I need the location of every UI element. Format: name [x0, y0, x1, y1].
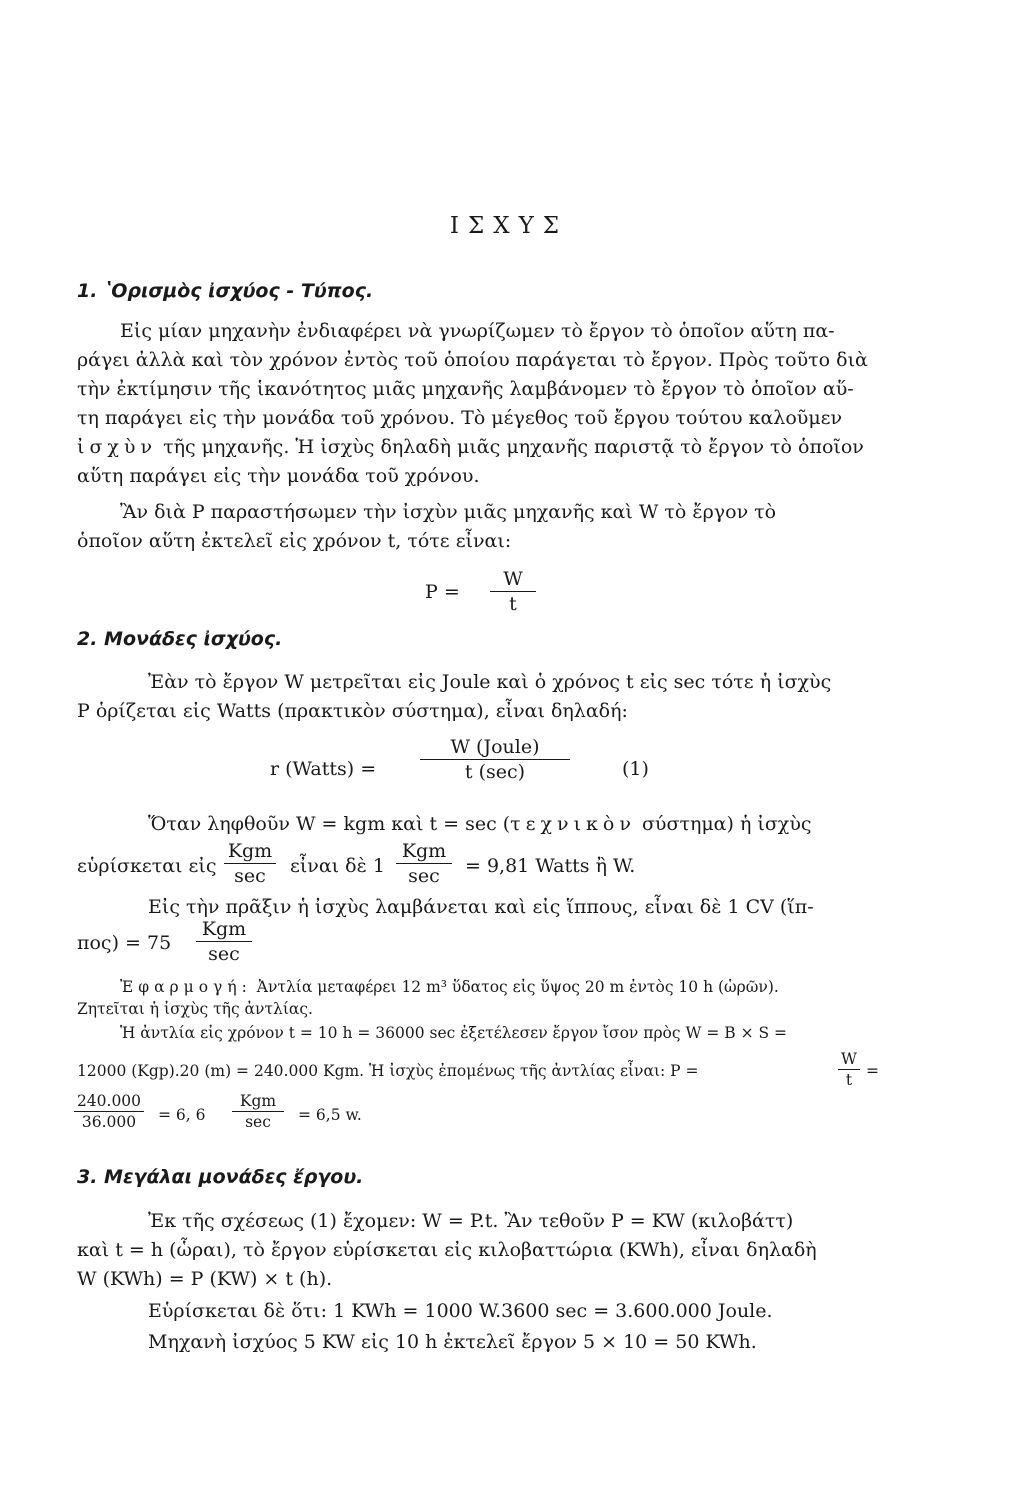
paragraph-line: καὶ t = h (ὧραι), τὸ ἔργον εὑρίσκεται εἰς κιλοβαττώρια (KWh), εἶναι δηλαδὴ — [77, 1239, 817, 1261]
solution-text: = 6,5 w. — [298, 1106, 362, 1124]
solution-text: = 6, 6 — [158, 1106, 206, 1124]
spaced-term: τεχνικὸν — [510, 813, 636, 835]
paragraph-text: Ὅταν ληφθοῦν W = kgm καὶ t = sec ( — [148, 813, 511, 835]
fraction-bar — [838, 1069, 860, 1070]
kgm-sec-fraction — [396, 840, 452, 887]
fraction-denominator: 36.000 — [81, 1113, 137, 1131]
section-1-heading: 1. ʽΟρισμὸς ἰσχύος - Τύπος. — [77, 280, 374, 302]
fraction-denominator: sec — [245, 1113, 271, 1131]
paragraph-line: Ἐὰν τὸ ἔργον W μετρεῖται εἰς Joule καὶ ὁ χρόνος t εἰς sec τότε ἡ ἰσχὺς — [148, 671, 832, 693]
solution-text: = — [866, 1062, 879, 1080]
fraction-bar — [196, 941, 252, 942]
paragraph-text: τῆς μηχανῆς. Ἡ ἰσχὺς δηλαδὴ μιᾶς μηχανῆς παριστᾷ τὸ ἔργον τὸ ὁποῖον — [163, 436, 864, 458]
fraction-bar — [420, 759, 570, 760]
section-3-heading: 3. Μεγάλαι μονάδες ἔργου. — [77, 1166, 364, 1188]
paragraph-text: = 9,81 Watts ἢ W. — [465, 855, 636, 877]
numeric-fraction — [74, 1092, 144, 1131]
fraction-numerator: W — [503, 568, 523, 590]
paragraph-line: Ἐκ τῆς σχέσεως (1) ἔχομεν: W = P.t. Ἂν τεθοῦν P = KW (κιλοβάττ) — [148, 1210, 794, 1232]
paragraph-line: τὴν ἐκτίμησιν τῆς ἱκανότητος μιᾶς μηχανῆς λαμβάνομεν τὸ ἔργον τὸ ὁποῖον αὕ- — [77, 378, 854, 400]
kgm-sec-fraction — [196, 918, 252, 965]
fraction-denominator: t (sec) — [464, 761, 526, 783]
application-line: Ζητεῖται ἡ ἰσχὺς τῆς ἀντλίας. — [77, 1000, 313, 1018]
application-label: Ἐφαρμογή: — [120, 978, 252, 996]
kgm-sec-fraction — [224, 840, 276, 887]
fraction-numerator: Kgm — [401, 840, 447, 862]
paragraph-text: σύστημα) ἡ ἰσχὺς — [641, 813, 812, 835]
fraction-bar — [232, 1111, 284, 1112]
fraction-denominator: t — [509, 593, 517, 615]
fraction-numerator: W (Joule) — [450, 736, 540, 758]
paragraph-line: W (KWh) = P (KW) × t (h). — [77, 1268, 333, 1290]
application-text: Ἀντλία μεταφέρει 12 m³ ὕδατος εἰς ὕψος 20 m ἐντὸς 10 h (ὡρῶν). — [256, 978, 779, 996]
paragraph-line: Ἂν διὰ P παραστήσωμεν τὴν ἰσχὺν μιᾶς μηχανῆς καὶ W τὸ ἔργον τὸ — [120, 501, 777, 523]
paragraph-line — [77, 436, 864, 458]
fraction-numerator: Kgm — [201, 918, 247, 940]
kgm-sec-fraction — [232, 1092, 284, 1131]
spaced-term: ἰσχὺν — [77, 436, 158, 458]
paragraph-line — [148, 813, 812, 835]
paragraph-line: τη παράγει εἰς τὴν μονάδα τοῦ χρόνου. Τὸ μέγεθος τοῦ ἔργου τούτου καλοῦμεν — [77, 407, 843, 429]
paragraph-line: Μηχανὴ ἰσχύος 5 KW εἰς 10 h ἐκτελεῖ ἔργον 5 × 10 = 50 KWh. — [148, 1331, 757, 1353]
formula-lhs: P = — [425, 581, 460, 603]
fraction-denominator: t — [845, 1071, 853, 1089]
fraction-bar — [74, 1111, 144, 1112]
paragraph-text: πος) = 75 — [77, 932, 172, 954]
formula-fraction — [490, 568, 536, 615]
equation-1-lhs: r (Watts) = — [270, 758, 377, 780]
solution-line: Ἡ ἀντλία εἰς χρόνον t = 10 h = 36000 sec ἐξετέλεσεν ἔργον ἴσον πρὸς W = B × S = — [120, 1024, 788, 1042]
paragraph-line: Εἰς τὴν πρᾶξιν ἡ ἰσχὺς λαμβάνεται καὶ εἰς ἵππους, εἶναι δὲ 1 CV (ἵπ- — [148, 896, 814, 918]
section-2-heading: 2. Μονάδες ἰσχύος. — [77, 628, 283, 650]
fraction-denominator: sec — [208, 943, 240, 965]
paragraph-line: ὁποῖον αὕτη ἐκτελεῖ εἰς χρόνον t, τότε εἶναι: — [77, 530, 512, 552]
fraction-numerator: 240.000 — [76, 1092, 142, 1110]
page-title: ΙΣΧΥΣ — [449, 213, 569, 239]
fraction-bar — [490, 591, 536, 592]
fraction-denominator: sec — [234, 865, 266, 887]
paragraph-line: Εἰς μίαν μηχανὴν ἐνδιαφέρει νὰ γνωρίζωμεν τὸ ἔργον τὸ ὁποῖον αὕτη πα- — [120, 320, 835, 342]
paragraph-line: αὕτη παράγει εἰς τὴν μονάδα τοῦ χρόνου. — [77, 465, 480, 487]
w-over-t-fraction — [838, 1050, 860, 1089]
application-line — [120, 978, 779, 996]
paragraph-line: Εὑρίσκεται δὲ ὅτι: 1 KWh = 1000 W.3600 sec = 3.600.000 Joule. — [148, 1300, 773, 1322]
solution-line: 12000 (Kgp).20 (m) = 240.000 Kgm. Ἡ ἰσχὺς ἐπομένως τῆς ἀντλίας εἶναι: P = — [77, 1062, 699, 1080]
equation-1-fraction — [420, 736, 570, 783]
paragraph-line: P ὁρίζεται εἰς Watts (πρακτικὸν σύστημα), εἶναι δηλαδή: — [77, 700, 628, 722]
fraction-numerator: Kgm — [239, 1092, 277, 1110]
paragraph-text: εἶναι δὲ 1 — [290, 855, 385, 877]
fraction-numerator: Kgm — [227, 840, 273, 862]
fraction-denominator: sec — [408, 865, 440, 887]
paragraph-text: εὑρίσκεται εἰς — [77, 855, 217, 877]
paragraph-line: ράγει ἀλλὰ καὶ τὸν χρόνον ἐντὸς τοῦ ὁποίου παράγεται τὸ ἔργον. Πρὸς τοῦτο διὰ — [77, 349, 868, 371]
equation-1-tag: (1) — [622, 758, 649, 780]
fraction-numerator: W — [841, 1050, 857, 1068]
fraction-bar — [396, 863, 452, 864]
fraction-bar — [224, 863, 276, 864]
